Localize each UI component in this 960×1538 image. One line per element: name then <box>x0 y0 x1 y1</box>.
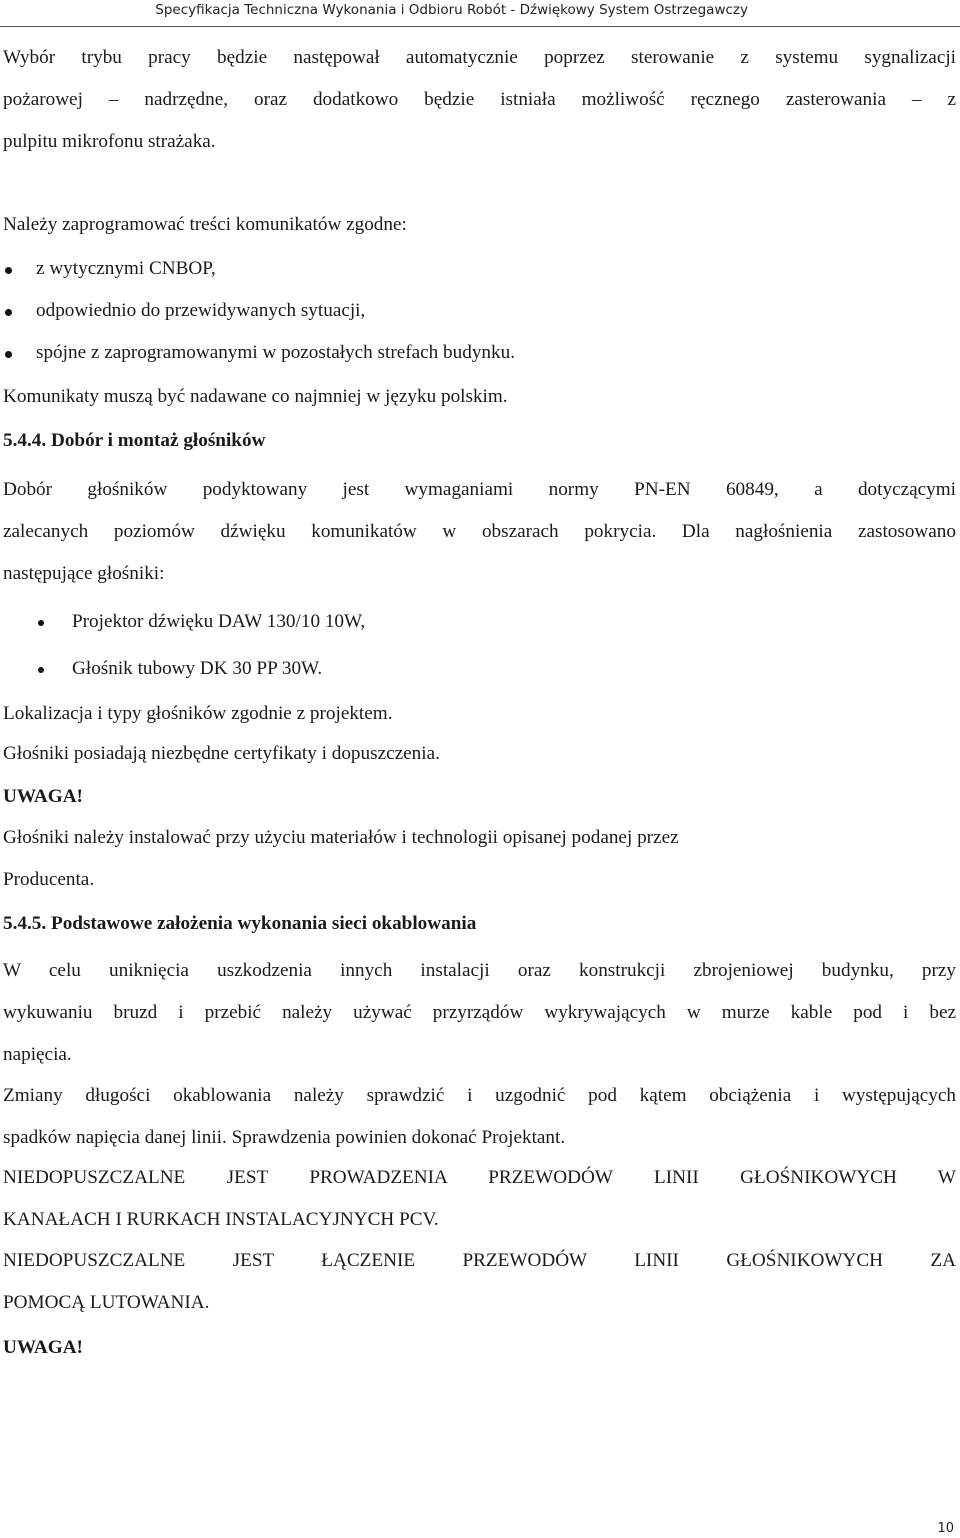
paragraph-line: Dobór głośników podyktowany jest wymaganiami normy PN-EN 60849, a dotyczącymi <box>3 479 956 500</box>
paragraph-line: pożarowej – nadrzędne, oraz dodatkowo będzie istniała możliwość ręcznego zasterowania – z <box>3 89 956 110</box>
section-heading: 5.4.5. Podstawowe założenia wykonania sieci okablowania <box>3 913 477 934</box>
list-item: Projektor dźwięku DAW 130/10 10W, <box>72 611 366 632</box>
paragraph-line: Wybór trybu pracy będzie następował automatycznie poprzez sterowanie z systemu sygnalizacji <box>3 47 956 68</box>
paragraph-line: następujące głośniki: <box>3 563 165 584</box>
bullet-icon <box>5 309 12 316</box>
page-number: 10 <box>937 1521 954 1536</box>
page-header <box>0 0 960 27</box>
paragraph-line: Komunikaty muszą być nadawane co najmniej w języku polskim. <box>3 386 508 407</box>
paragraph-line: Głośniki należy instalować przy użyciu materiałów i technologii opisanej podanej przez <box>3 827 679 848</box>
bullet-icon <box>38 667 44 673</box>
paragraph-line: spadków napięcia danej linii. Sprawdzenia powinien dokonać Projektant. <box>3 1127 566 1148</box>
paragraph-line: NIEDOPUSZCZALNE JEST ŁĄCZENIE PRZEWODÓW LINII GŁOŚNIKOWYCH ZA <box>3 1250 956 1271</box>
paragraph-line: Zmiany długości okablowania należy sprawdzić i uzgodnić pod kątem obciążenia i występujących <box>3 1085 956 1106</box>
warning-label: UWAGA! <box>3 1337 83 1358</box>
bullet-icon <box>5 267 12 274</box>
paragraph-line: Producenta. <box>3 869 95 890</box>
paragraph-line: Lokalizacja i typy głośników zgodnie z projektem. <box>3 703 393 724</box>
paragraph-line: W celu uniknięcia uszkodzenia innych instalacji oraz konstrukcji zbrojeniowej budynku, przy <box>3 960 956 981</box>
header-title: Specyfikacja Techniczna Wykonania i Odbioru Robót - Dźwiękowy System Ostrzegawczy <box>155 2 748 18</box>
paragraph-line: KANAŁACH I RURKACH INSTALACYJNYCH PCV. <box>3 1209 439 1230</box>
paragraph-line: POMOCĄ LUTOWANIA. <box>3 1292 210 1313</box>
list-intro: Należy zaprogramować treści komunikatów zgodne: <box>3 214 407 235</box>
paragraph-line: Głośniki posiadają niezbędne certyfikaty i dopuszczenia. <box>3 743 440 764</box>
paragraph-line: zalecanych poziomów dźwięku komunikatów w obszarach pokrycia. Dla nagłośnienia zastosowano <box>3 521 956 542</box>
warning-label: UWAGA! <box>3 786 83 807</box>
paragraph-line: napięcia. <box>3 1044 72 1065</box>
paragraph-line: wykuwaniu bruzd i przebić należy używać przyrządów wykrywających w murze kable pod i bez <box>3 1002 956 1023</box>
list-item: Głośnik tubowy DK 30 PP 30W. <box>72 658 323 679</box>
list-item: z wytycznymi CNBOP, <box>36 258 216 279</box>
bullet-icon <box>5 351 12 358</box>
bullet-icon <box>38 620 44 626</box>
section-heading: 5.4.4. Dobór i montaż głośników <box>3 430 266 451</box>
list-item: odpowiednio do przewidywanych sytuacji, <box>36 300 366 321</box>
list-item: spójne z zaprogramowanymi w pozostałych strefach budynku. <box>36 342 516 363</box>
paragraph-line: NIEDOPUSZCZALNE JEST PROWADZENIA PRZEWODÓW LINII GŁOŚNIKOWYCH W <box>3 1167 956 1188</box>
paragraph-line: pulpitu mikrofonu strażaka. <box>3 131 216 152</box>
